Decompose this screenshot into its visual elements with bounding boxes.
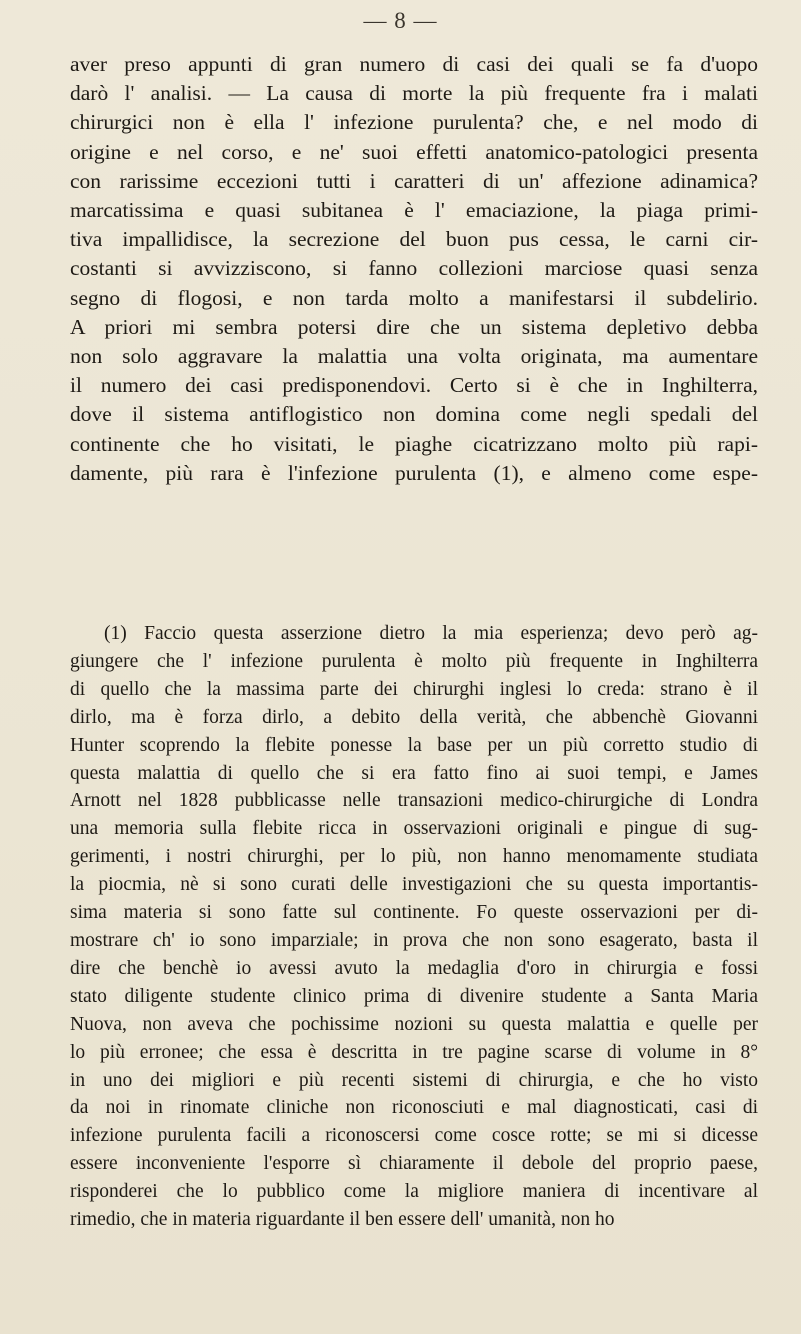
footnote-line: sima materia si sono fatte sul continente. Fo queste osservazioni per di- [70,902,758,924]
footnote-line: essere inconveniente l'esporre sì chiaramente il debole del proprio paese, [70,1153,758,1175]
footnote-line: di quello che la massima parte dei chirurghi inglesi lo creda: strano è il [70,678,758,700]
footnote-line: questa malattia di quello che si era fatto fino ai suoi tempi, e James [70,762,758,784]
footnote-line: (1) Faccio questa asserzione dietro la mia esperienza; devo però ag- [104,623,758,644]
text-line: il numero dei casi predisponendovi. Certo si è che in Inghilterra, [70,373,758,398]
text-line: aver preso appunti di gran numero di casi dei quali se fa d'uopo [70,52,758,76]
footnote-line: dirlo, ma è forza dirlo, a debito della verità, che abbenchè Giovanni [70,706,758,728]
footnote-line: lo più erronee; che essa è descritta in tre pagine scarse di volume in 8° [70,1041,758,1063]
text-line: non solo aggravare la malattia una volta originata, ma aumentare [70,344,758,369]
text-line: chirurgici non è ella l' infezione purulenta? che, e nel modo di [70,110,758,135]
footnote-line: rimedio, che in materia riguardante il ben essere dell' umanità, non ho [70,1209,615,1231]
footnote-line: risponderei che lo pubblico come la migliore maniera di incentivare al [70,1181,758,1203]
footnote-line: Hunter scoprendo la flebite ponesse la base per un più corretto studio di [70,734,758,756]
footnote-line: Nuova, non aveva che pochissime nozioni su questa malattia e quelle per [70,1013,758,1035]
footnote-line: infezione purulenta facili a riconoscersi come cosce rotte; se mi si dicesse [70,1125,758,1147]
footnote-line: stato diligente studente clinico prima di divenire studente a Santa Maria [70,985,758,1007]
footnote-line: in uno dei migliori e più recenti sistemi di chirurgia, e che ho visto [70,1069,758,1091]
text-line: dove il sistema antiflogistico non domina come negli spedali del [70,402,758,427]
main-text [70,50,758,488]
text-line: con rarissime eccezioni tutti i caratteri di un' affezione adinamica? [70,168,758,193]
page-number: — 8 — [363,8,438,33]
text-line: marcatissima e quasi subitanea è l' emaciazione, la piaga primi- [70,198,758,223]
text-line: A priori mi sembra potersi dire che un sistema depletivo debba [70,314,758,339]
text-line: darò l' analisi. — La causa di morte la più frequente fra i malati [70,81,758,106]
text-line: origine e nel corso, e ne' suoi effetti anatomico-patologici presenta [70,139,758,164]
footnote [70,620,758,1234]
text-line: tiva impallidisce, la secrezione del buon pus cessa, le carni cir- [70,227,758,252]
text-line: costanti si avvizziscono, si fanno collezioni marciose quasi senza [70,256,758,281]
footnote-line: la piocmia, nè si sono curati delle investigazioni che su questa importantis- [70,874,758,896]
footnote-line: Arnott nel 1828 pubblicasse nelle transazioni medico-chirurgiche di Londra [70,790,758,812]
footnote-line: mostrare ch' io sono imparziale; in prova che non sono esagerato, basta il [70,929,758,951]
footnote-line: gerimenti, i nostri chirurghi, per lo più, non hanno menomamente studiata [70,846,758,868]
footnote-line: dire che benchè io avessi avuto la medaglia d'oro in chirurgia e fossi [70,957,758,979]
footnote-line: una memoria sulla flebite ricca in osservazioni originali e pingue di sug- [70,818,758,840]
text-line: damente, più rara è l'infezione purulenta (1), e almeno come espe- [70,460,758,485]
footnote-line: giungere che l' infezione purulenta è molto più frequente in Inghilterra [70,650,758,672]
text-line: segno di flogosi, e non tarda molto a manifestarsi il subdelirio. [70,285,758,310]
text-line: continente che ho visitati, le piaghe cicatrizzano molto più rapi- [70,431,758,456]
footnote-line: da noi in rinomate cliniche non riconosciuti e mal diagnosticati, casi di [70,1097,758,1119]
